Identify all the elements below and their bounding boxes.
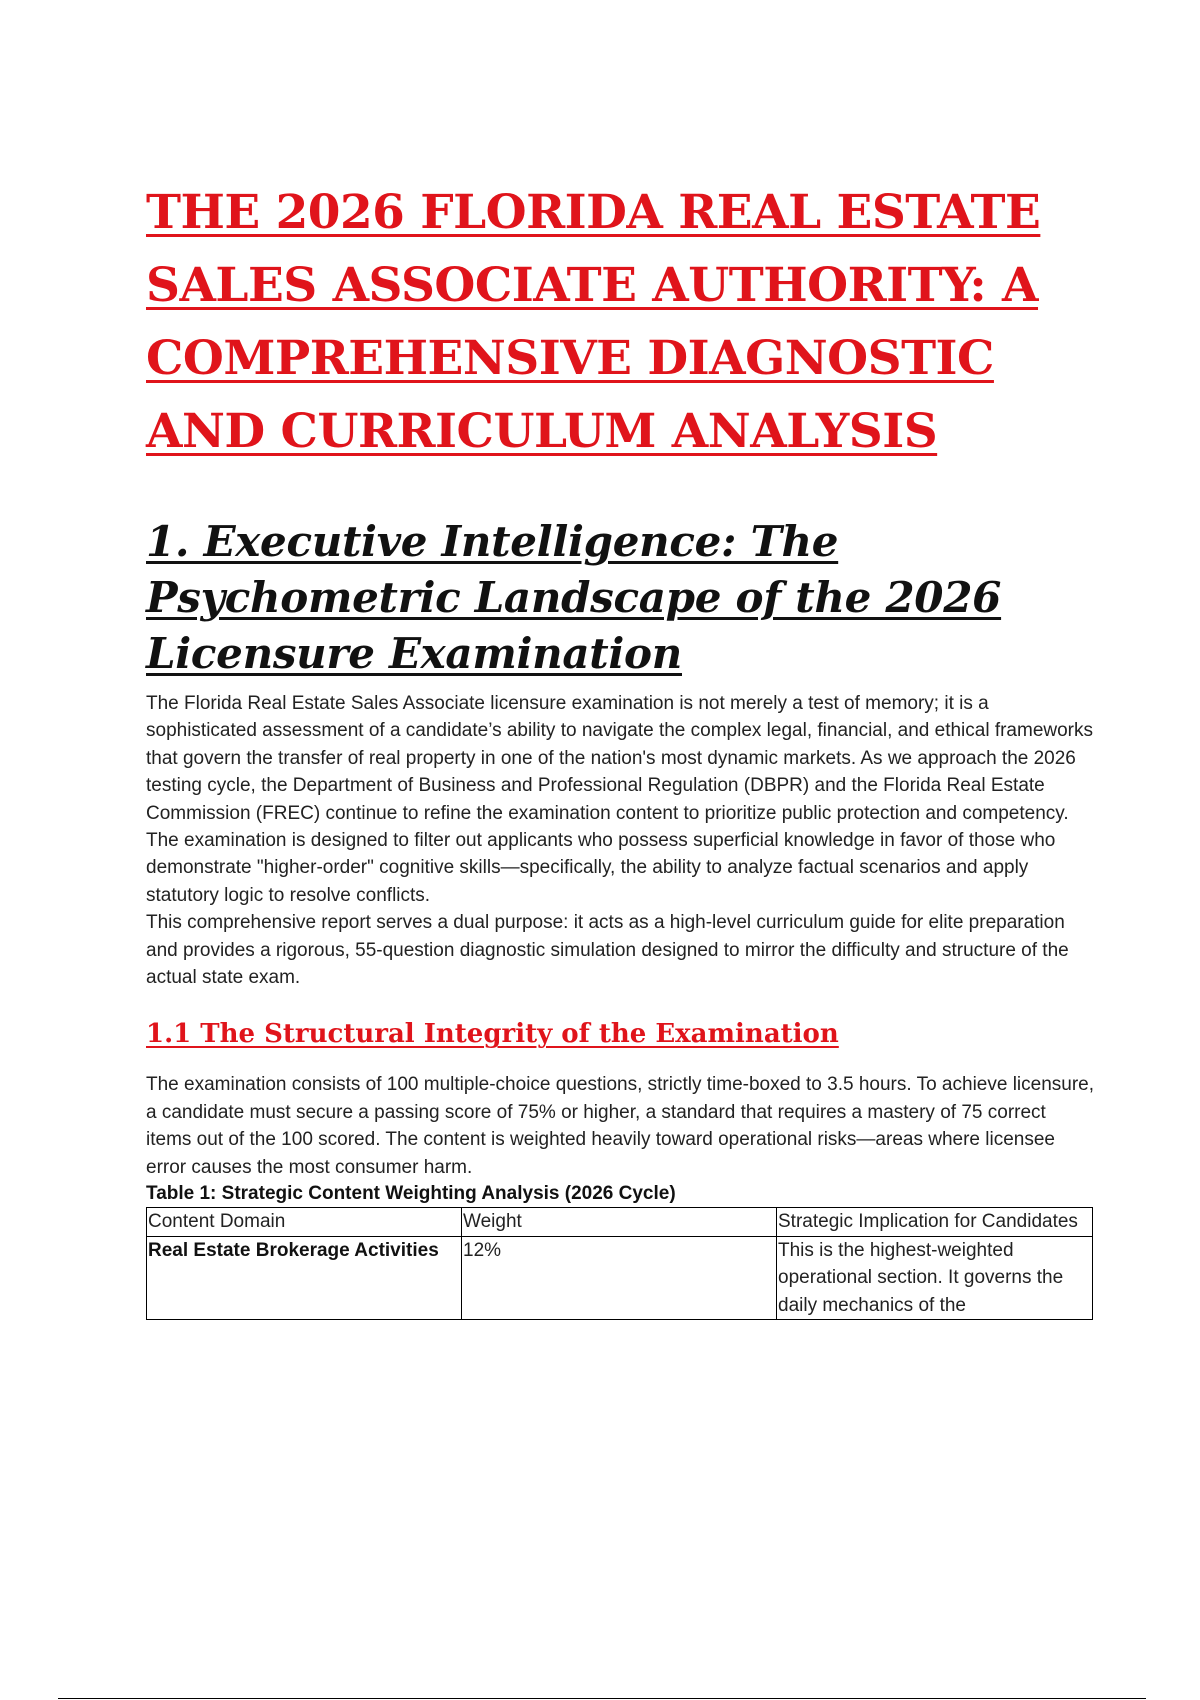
section-1-1-paragraph: The examination consists of 100 multiple-choice questions, strictly time-boxed to 3.5 hours. To achieve licensure, a candidate must secure a passing score of 75% or higher, a standard that requires a mastery of 75 correct items out of the 100 scored. The content is weighted heavily toward operational risks—areas where licensee error causes the most consumer harm. — [146, 1074, 1095, 1178]
section-1-paragraph-1: The Florida Real Estate Sales Associate licensure examination is not merely a test of memory; it is a sophisticated assessment of a candidate’s ability to navigate the complex legal, financial, and ethical frameworks that govern the transfer of real property in one of the nation's most dynamic markets. As we approach the 2026 testing cycle, the Department of Business and Professional Regulation (DBPR) and the Florida Real Estate Commission (FREC) continue to refine the examination content to prioritize public protection and competency. The examination is designed to filter out applicants who possess superficial knowledge in favor of those who demonstrate "higher-order" cognitive skills—specifically, the ability to analyze factual scenarios and apply statutory logic to resolve conflicts. — [146, 693, 1094, 906]
content-weighting-table — [146, 1207, 1093, 1320]
section-1-paragraph-2: This comprehensive report serves a dual purpose: it acts as a high-level curriculum guide for elite preparation and provides a rigorous, 55-question diagnostic simulation designed to mirror the difficulty and structure of the actual state exam. — [146, 912, 1069, 989]
table-cell-domain: Real Estate Brokerage Activities — [147, 1236, 462, 1320]
table-header-cell: Strategic Implication for Candidates — [777, 1208, 1093, 1237]
document-title: THE 2026 FLORIDA REAL ESTATE SALES ASSOCIATE AUTHORITY: A COMPREHENSIVE DIAGNOSTIC AND CURRICULUM ANALYSIS — [146, 185, 1041, 459]
table-cell-weight: 12% — [462, 1236, 777, 1320]
table-header-cell: Content Domain — [147, 1208, 462, 1237]
section-1-1-heading: 1.1 The Structural Integrity of the Examination — [146, 1019, 839, 1050]
section-1-heading: 1. Executive Intelligence: The Psychometric Landscape of the 2026 Licensure Examination — [146, 517, 1002, 678]
page-bottom-rule — [58, 1698, 1146, 1699]
table-header-row — [147, 1208, 1093, 1237]
table-header-cell: Weight — [462, 1208, 777, 1237]
table-row — [147, 1236, 1093, 1320]
document-page — [146, 176, 1094, 1320]
table-cell-implication: This is the highest-weighted operational section. It governs the daily mechanics of the — [777, 1236, 1093, 1320]
table-caption: Table 1: Strategic Content Weighting Analysis (2026 Cycle) — [146, 1183, 676, 1205]
